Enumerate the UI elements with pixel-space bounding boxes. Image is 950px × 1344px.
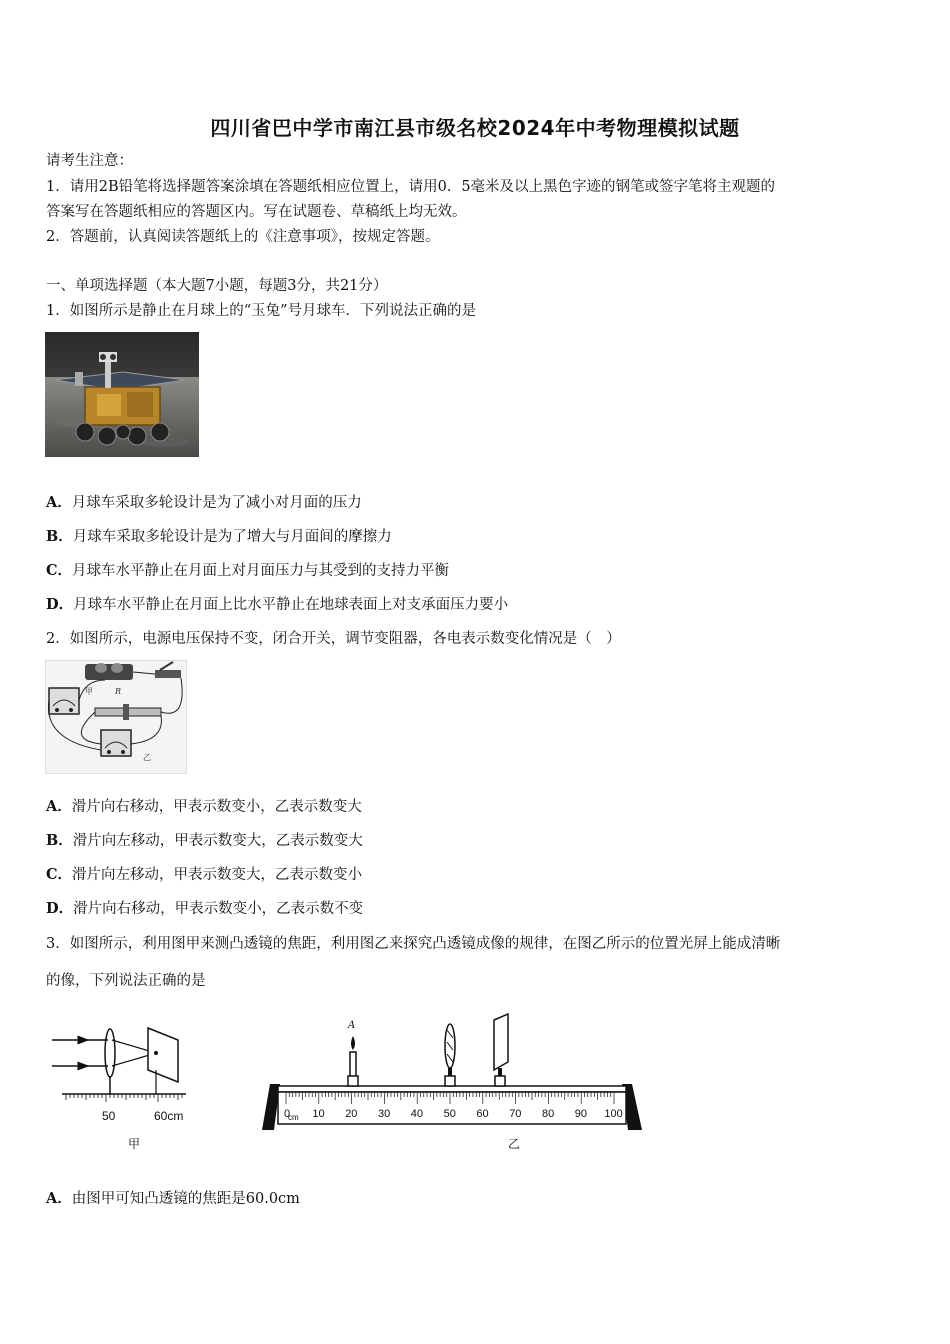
q3-option-a: A．由图甲可知凸透镜的焦距是60.0cm — [46, 1190, 300, 1207]
notice-line-2: 2．答题前，认真阅读答题纸上的《注意事项》，按规定答题。 — [46, 229, 440, 245]
fig-jia-tick-60: 60cm — [154, 1109, 184, 1123]
fig-label-jia: 甲 — [85, 687, 93, 696]
lunar-rover-photo — [45, 332, 199, 457]
figure-jia-focal-length — [48, 1018, 198, 1154]
q1-option-c: C．月球车水平静止在月面上对月面压力与其受到的支持力平衡 — [46, 562, 450, 579]
circuit-diagram — [45, 660, 187, 774]
q3-stem-line-2: 的像，下列说法正确的是 — [46, 973, 206, 989]
q2-option-b: B．滑片向左移动，甲表示数变大，乙表示数变大 — [46, 832, 363, 849]
bench-tick-label: 60 — [476, 1108, 489, 1120]
q1-option-b: B．月球车采取多轮设计是为了增大与月面间的摩擦力 — [46, 528, 392, 545]
q2-option-c: C．滑片向左移动，甲表示数变大，乙表示数变小 — [46, 866, 363, 883]
bench-tick-label: 50 — [443, 1108, 456, 1120]
fig-yi-caption: 乙 — [508, 1137, 521, 1151]
fig-label-yi: 乙 — [143, 753, 151, 762]
candle — [347, 1020, 358, 1086]
bench-tick-label: 10 — [312, 1108, 325, 1120]
q1-option-a: A．月球车采取多轮设计是为了减小对月面的压力 — [46, 494, 362, 511]
q3-stem-line-1: 3．如图所示，利用图甲来测凸透镜的焦距，利用图乙来探究凸透镜成像的规律，在图乙所示的位置光屏上能成清晰 — [46, 936, 781, 952]
fig-yi-unit: cm — [288, 1113, 299, 1122]
q2-option-d: D．滑片向右移动，甲表示数变小，乙表示数不变 — [46, 900, 364, 917]
page-title: 四川省巴中学市南江县市级名校2024年中考物理模拟试题 — [210, 116, 740, 140]
notice-line-1b: 答案写在答题纸相应的答题区内。写在试题卷、草稿纸上均无效。 — [46, 204, 467, 220]
convex-lens — [445, 1024, 455, 1086]
bench-tick-label: 30 — [378, 1108, 391, 1120]
fig-jia-caption: 甲 — [128, 1137, 141, 1151]
bench-tick-label: 0 — [284, 1108, 291, 1120]
bench-tick-label: 70 — [509, 1108, 522, 1120]
light-screen — [494, 1014, 508, 1086]
q2-option-a: A．滑片向右移动，甲表示数变小，乙表示数变大 — [46, 798, 362, 815]
q2-stem: 2．如图所示，电源电压保持不变，闭合开关，调节变阻器，各电表示数变化情况是（ ） — [46, 631, 621, 647]
figure-yi-optical-bench — [258, 1012, 646, 1156]
q1-stem: 1．如图所示是静止在月球上的“玉兔”号月球车．下列说法正确的是 — [46, 303, 477, 319]
fig-label-r: R — [115, 687, 122, 696]
bench-tick-label: 40 — [410, 1108, 424, 1120]
notice-line-1: 1．请用2B铅笔将选择题答案涂填在答题纸相应位置上，请用0．5毫米及以上黑色字迹的钢笔或签字笔将主观题的 — [46, 179, 776, 195]
q1-option-d: D．月球车水平静止在月面上比水平静止在地球表面上对支承面压力要小 — [46, 596, 509, 613]
section-heading: 一、单项选择题（本大题7小题，每题3分，共21分） — [46, 278, 388, 294]
fig-jia-tick-50: 50 — [102, 1109, 116, 1123]
notice-heading: 请考生注意： — [46, 153, 133, 169]
candle-label-a: A — [348, 1020, 356, 1031]
bench-tick-label: 100 — [604, 1108, 623, 1120]
bench-tick-label: 90 — [574, 1108, 588, 1120]
bench-tick-label: 80 — [542, 1108, 555, 1120]
bench-tick-label: 20 — [345, 1108, 358, 1120]
